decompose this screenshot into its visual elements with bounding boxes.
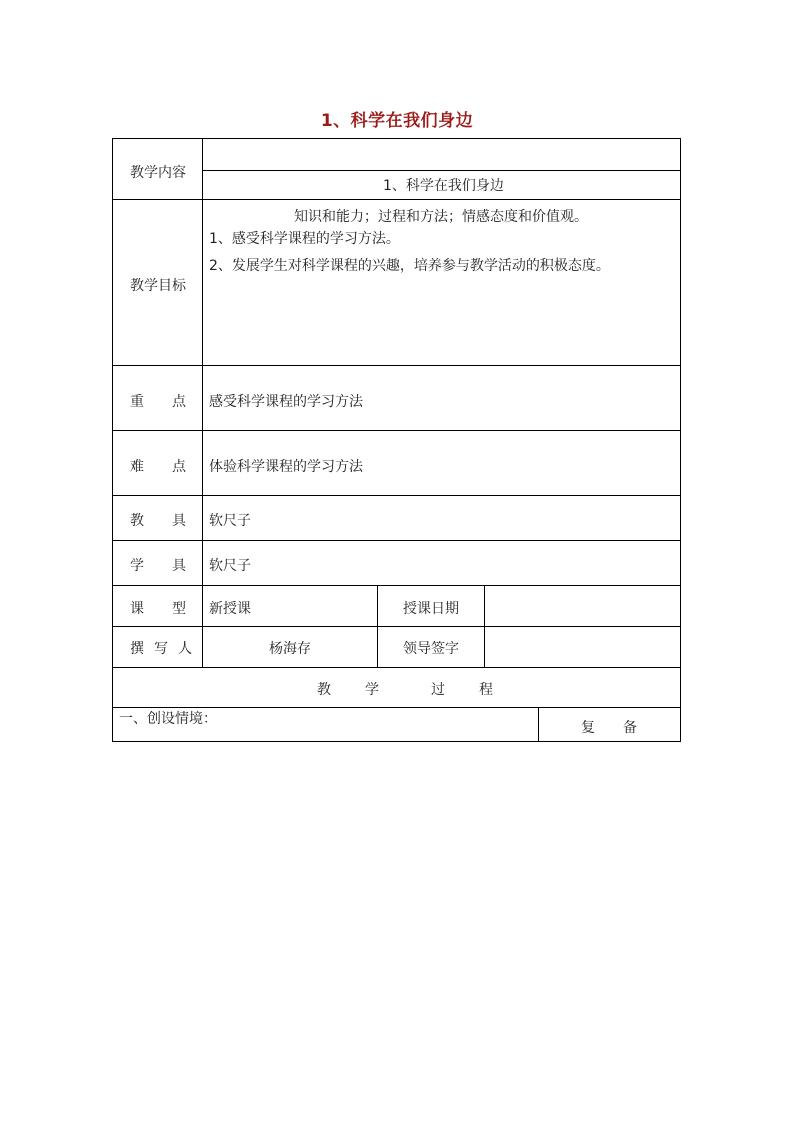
teacher-tools-label bbox=[130, 512, 186, 530]
document-title: 1、科学在我们身边 bbox=[320, 111, 474, 131]
rule bbox=[113, 667, 680, 668]
difficulty-value: 体验科学课程的学习方法 bbox=[209, 459, 363, 475]
rule bbox=[113, 585, 680, 586]
rule bbox=[113, 626, 680, 627]
lesson-type-value: 新授课 bbox=[209, 601, 251, 617]
rule bbox=[113, 495, 680, 496]
rule bbox=[113, 540, 680, 541]
header-char: 教 bbox=[317, 682, 331, 698]
header-char: 过 bbox=[431, 682, 445, 698]
label-char: 点 bbox=[172, 394, 186, 410]
lesson-plan-table bbox=[112, 138, 681, 742]
student-tools-label bbox=[130, 557, 186, 575]
header-char: 学 bbox=[365, 682, 379, 698]
goals-label: 教学目标 bbox=[130, 278, 186, 294]
label-char: 复 bbox=[581, 720, 595, 736]
label-char: 具 bbox=[172, 513, 186, 529]
label-char: 教 bbox=[130, 513, 144, 529]
rule bbox=[113, 430, 680, 431]
section-1-title: 一、创设情境： bbox=[119, 711, 217, 727]
label-char: 点 bbox=[172, 459, 186, 475]
review-label bbox=[581, 719, 637, 737]
leader-sign-label: 领导签字 bbox=[403, 641, 459, 657]
rule bbox=[202, 139, 203, 667]
lesson-type-label bbox=[130, 600, 186, 618]
label-char: 学 bbox=[130, 558, 144, 574]
label-char: 人 bbox=[178, 641, 192, 657]
rule bbox=[113, 707, 680, 708]
lesson-date-label: 授课日期 bbox=[403, 601, 459, 617]
content-label: 教学内容 bbox=[130, 165, 186, 181]
author-label bbox=[130, 640, 192, 658]
goals-line-2: 2、发展学生对科学课程的兴趣，培养参与教学活动的积极态度。 bbox=[209, 258, 610, 274]
key-point-value: 感受科学课程的学习方法 bbox=[209, 394, 363, 410]
rule bbox=[113, 199, 680, 200]
rule bbox=[203, 170, 680, 171]
key-point-label bbox=[130, 393, 186, 411]
label-char: 撰 bbox=[130, 641, 144, 657]
label-char: 写 bbox=[154, 641, 168, 657]
label-char: 难 bbox=[130, 459, 144, 475]
rule bbox=[377, 585, 378, 667]
label-char: 备 bbox=[623, 720, 637, 736]
label-char: 型 bbox=[172, 601, 186, 617]
rule bbox=[113, 365, 680, 366]
goals-line-header: 知识和能力；过程和方法；情感态度和价值观。 bbox=[294, 209, 588, 225]
student-tools-value: 软尺子 bbox=[209, 558, 251, 574]
rule bbox=[538, 707, 539, 741]
difficulty-label bbox=[130, 458, 186, 476]
process-header bbox=[317, 681, 493, 699]
content-value: 1、科学在我们身边 bbox=[383, 178, 504, 194]
teacher-tools-value: 软尺子 bbox=[209, 513, 251, 529]
author-value: 杨海存 bbox=[269, 641, 311, 657]
label-char: 具 bbox=[172, 558, 186, 574]
label-char: 重 bbox=[130, 394, 144, 410]
header-char: 程 bbox=[479, 682, 493, 698]
goals-line-1: 1、感受科学课程的学习方法。 bbox=[209, 231, 400, 247]
rule bbox=[484, 585, 485, 667]
label-char: 课 bbox=[130, 601, 144, 617]
